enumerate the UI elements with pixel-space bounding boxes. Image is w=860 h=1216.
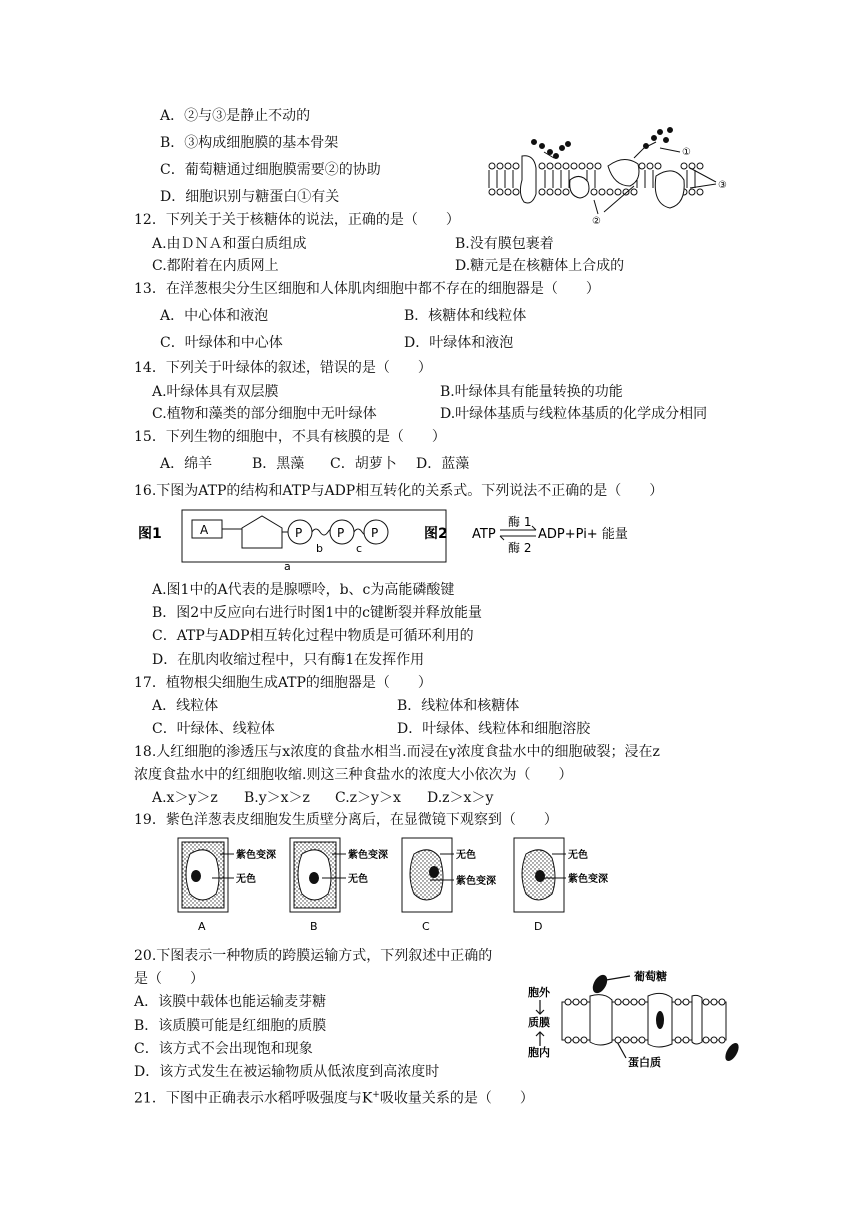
q11-option-c: C．葡萄糖通过细胞膜需要②的协助 bbox=[160, 162, 381, 178]
protein-label: 蛋白质 bbox=[628, 1056, 661, 1069]
membrane-label: 质膜 bbox=[528, 1016, 550, 1029]
q15-option-d: D．蓝藻 bbox=[416, 456, 470, 472]
bond-b-label: b bbox=[316, 542, 323, 555]
q13-option-a: A．中心体和液泡 bbox=[160, 308, 269, 324]
cell-b-top-label: 紫色变深 bbox=[348, 850, 388, 861]
q13-option-b: B．核糖体和线粒体 bbox=[404, 308, 527, 324]
q20-option-c: C．该方式不会出现饱和现象 bbox=[134, 1041, 313, 1057]
q21-stem-sup: + bbox=[372, 1090, 380, 1100]
cell-b-letter: B bbox=[310, 920, 318, 933]
q18-option-c: C.z＞y＞x bbox=[335, 790, 401, 806]
transport-membrane-figure bbox=[526, 966, 746, 1070]
q21-stem-post: 吸收量关系的是（ ） bbox=[379, 1090, 534, 1107]
label-2: ② bbox=[592, 216, 601, 224]
q15-stem: 15．下列生物的细胞中，不具有核膜的是（ ） bbox=[134, 429, 446, 445]
outside-label: 胞外 bbox=[528, 986, 550, 999]
q17-option-b: B．线粒体和核糖体 bbox=[397, 698, 520, 714]
q18-line-1: 18.人红细胞的渗透压与x浓度的食盐水相当.而浸在y浓度食盐水中的细胞破裂；浸在z bbox=[134, 744, 660, 760]
cell-c-letter: C bbox=[422, 920, 430, 933]
q18-option-b: B.y＞x＞z bbox=[244, 790, 310, 806]
q18-option-a: A.x＞y＞z bbox=[152, 790, 218, 806]
q13-option-c: C．叶绿体和中心体 bbox=[160, 335, 283, 351]
q16-option-c: C．ATP与ADP相互转化过程中物质是可循环利用的 bbox=[152, 628, 474, 644]
cell-a-bottom-label: 无色 bbox=[236, 874, 256, 885]
q15-option-c: C．胡萝卜 bbox=[330, 456, 397, 472]
q21-stem bbox=[134, 1085, 534, 1109]
q21-stem-pre: 21．下图中正确表示水稻呼吸强度与 bbox=[134, 1090, 362, 1107]
q11-option-b: B．③构成细胞膜的基本骨架 bbox=[160, 135, 339, 151]
q20-stem-1: 20.下图表示一种物质的跨膜运输方式，下列叙述中正确的 bbox=[134, 948, 493, 964]
q12-option-d: D.糖元是在核糖体上合成的 bbox=[455, 258, 625, 274]
q17-option-c: C．叶绿体、线粒体 bbox=[152, 721, 275, 737]
q12-option-c: C.都附着在内质网上 bbox=[152, 258, 279, 274]
label-1: ① bbox=[682, 147, 691, 158]
q20-option-a: A．该膜中载体也能运输麦芽糖 bbox=[134, 994, 327, 1010]
q13-option-d: D．叶绿体和液泡 bbox=[404, 335, 514, 351]
cell-d-top-label: 无色 bbox=[568, 850, 588, 861]
q15-option-a: A．绵羊 bbox=[160, 456, 213, 472]
q14-stem: 14．下列关于叶绿体的叙述，错误的是（ ） bbox=[134, 360, 432, 376]
cell-a-letter: A bbox=[198, 920, 206, 933]
cell-c-top-label: 无色 bbox=[456, 850, 476, 861]
q17-stem: 17．植物根尖细胞生成ATP的细胞器是（ ） bbox=[134, 675, 432, 691]
q17-option-a: A．线粒体 bbox=[152, 698, 219, 714]
fig1-a: A bbox=[200, 523, 209, 537]
fig1-sub-label: a bbox=[284, 560, 291, 572]
q18-line-2: 浓度食盐水中的红细胞收缩.则这三种食盐水的浓度大小依次为（ ） bbox=[134, 767, 573, 783]
q16-option-d: D．在肌肉收缩过程中，只有酶1在发挥作用 bbox=[152, 652, 425, 668]
fig2-title: 图2 bbox=[424, 526, 448, 542]
q16-option-b: B．图2中反应向右进行时图1中的c键断裂并释放能量 bbox=[152, 605, 482, 621]
q12-option-b: B.没有膜包裹着 bbox=[455, 236, 554, 252]
label-3: ③ bbox=[718, 180, 727, 191]
phosphate-2: P bbox=[337, 526, 345, 540]
q14-option-c: C.植物和藻类的部分细胞中无叶绿体 bbox=[152, 406, 377, 422]
cell-b-bottom-label: 无色 bbox=[348, 874, 368, 885]
q14-option-a: A.叶绿体具有双层膜 bbox=[152, 384, 279, 400]
phosphate-3: P bbox=[371, 526, 379, 540]
cell-d-bottom-label: 紫色变深 bbox=[568, 874, 608, 885]
q15-option-b: B．黑藻 bbox=[252, 456, 305, 472]
glucose-label: 葡萄糖 bbox=[634, 970, 667, 983]
cell-membrane-figure bbox=[484, 124, 742, 224]
q13-stem: 13．在洋葱根尖分生区细胞和人体肌肉细胞中都不存在的细胞器是（ ） bbox=[134, 281, 600, 297]
cell-a-top-label: 紫色变深 bbox=[236, 850, 276, 861]
q19-stem: 19．紫色洋葱表皮细胞发生质壁分离后，在显微镜下观察到（ ） bbox=[134, 812, 558, 828]
plasmolysis-figure bbox=[172, 834, 622, 934]
bond-c-label: c bbox=[356, 542, 363, 555]
atp-figure bbox=[134, 506, 654, 572]
cell-d-letter: D bbox=[534, 920, 543, 933]
phosphate-1: P bbox=[295, 526, 303, 540]
q14-option-b: B.叶绿体具有能量转换的功能 bbox=[440, 384, 623, 400]
fig1-title: 图1 bbox=[138, 526, 162, 542]
q20-option-d: D．该方式发生在被运输物质从低浓度到高浓度时 bbox=[134, 1064, 440, 1080]
q16-option-a: A.图1中的A代表的是腺嘌呤，b、c为高能磷酸键 bbox=[152, 582, 455, 598]
q11-option-d: D．细胞识别与糖蛋白①有关 bbox=[160, 189, 340, 205]
q21-stem-k: K bbox=[361, 1090, 373, 1107]
q17-option-d: D．叶绿体、线粒体和细胞溶胶 bbox=[397, 721, 591, 737]
q16-stem: 16.下图为ATP的结构和ATP与ADP相互转化的关系式。下列说法不正确的是（ ） bbox=[134, 483, 664, 499]
q12-option-a: A.由ＤＮＡ和蛋白质组成 bbox=[152, 236, 307, 252]
inside-label: 胞内 bbox=[528, 1046, 550, 1059]
fig2-atp: ATP bbox=[472, 527, 496, 542]
enzyme-2-label: 酶 2 bbox=[508, 541, 532, 555]
q20-option-b: B．该质膜可能是红细胞的质膜 bbox=[134, 1018, 327, 1034]
cell-c-bottom-label: 紫色变深 bbox=[456, 876, 496, 887]
q14-option-d: D.叶绿体基质与线粒体基质的化学成分相同 bbox=[440, 406, 708, 422]
enzyme-1-label: 酶 1 bbox=[508, 515, 532, 529]
q11-option-a: A．②与③是静止不动的 bbox=[160, 108, 311, 124]
q20-stem-2: 是（ ） bbox=[134, 971, 204, 987]
q12-stem: 12．下列关于关于核糖体的说法，正确的是（ ） bbox=[134, 212, 460, 228]
q18-option-d: D.z＞x＞y bbox=[427, 790, 494, 806]
fig2-adp: ADP+Pi+ 能量 bbox=[538, 527, 628, 542]
